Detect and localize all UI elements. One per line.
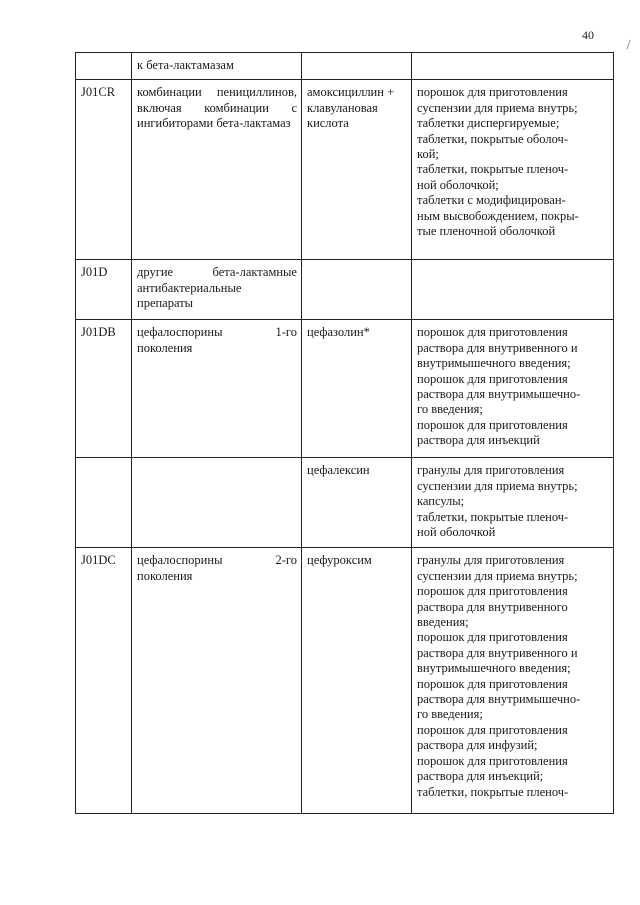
atc-code-cell: J01DB (76, 320, 132, 458)
table-row (76, 458, 614, 548)
dosage-form-line: таблетки с модифицирован- (417, 193, 566, 208)
dosage-form-line: порошок для приготовления (417, 85, 568, 100)
atc-code-cell: J01DC (76, 548, 132, 814)
dosage-form-line: порошок для приготовления (417, 722, 568, 737)
dosage-form-line: раствора для внутривенного и (417, 645, 578, 660)
group-name-cell: другие бета-лактамные антибактериальные препараты (132, 260, 302, 320)
dosage-form-line: го введения; (417, 402, 483, 417)
dosage-forms-cell (412, 80, 614, 260)
dosage-form-line: таблетки, покрытые пленоч- (417, 509, 569, 524)
dosage-form-line: капсулы; (417, 494, 465, 509)
group-name-cell: цефалоспорины 2-го поколения (132, 548, 302, 814)
medication-table (75, 52, 614, 814)
dosage-form-line: раствора для инъекций (417, 433, 540, 448)
atc-code-cell (76, 458, 132, 548)
group-name-cell: комбинации пенициллинов, включая комбинации с ингибиторами бета-лактамаз (132, 80, 302, 260)
dosage-form-line: гранулы для приготовления (417, 553, 565, 568)
drug-name-cell (302, 53, 412, 80)
dosage-form-line: раствора для внутримышечно- (417, 692, 581, 707)
drug-name-cell: цефалексин (302, 458, 412, 548)
dosage-form-line: порошок для приготовления (417, 417, 568, 432)
dosage-form-line: раствора для внутривенного (417, 599, 568, 614)
atc-code-cell (76, 53, 132, 80)
dosage-forms-cell (412, 320, 614, 458)
table-row (76, 548, 614, 814)
dosage-form-line: раствора для внутривенного и (417, 340, 578, 355)
drug-name-cell: цефуроксим (302, 548, 412, 814)
dosage-form-line: суспензии для приема внутрь; (417, 478, 578, 493)
dosage-form-line: порошок для приготовления (417, 371, 568, 386)
table-row (76, 320, 614, 458)
atc-code-cell: J01D (76, 260, 132, 320)
dosage-form-line: тые пленочной оболочкой (417, 224, 556, 239)
scan-mark (626, 40, 633, 51)
dosage-form-line: суспензии для приема внутрь; (417, 568, 578, 583)
dosage-form-line: кой; (417, 147, 439, 162)
dosage-forms-cell (412, 53, 614, 80)
dosage-form-line: таблетки, покрытые оболоч- (417, 131, 568, 146)
dosage-form-line: таблетки диспергируемые; (417, 116, 560, 131)
dosage-form-line: внутримышечного введения; (417, 356, 571, 371)
dosage-forms-cell (412, 458, 614, 548)
dosage-form-line: порошок для приготовления (417, 753, 568, 768)
table-row (76, 53, 614, 80)
dosage-form-line: порошок для приготовления (417, 325, 568, 340)
dosage-forms-cell (412, 548, 614, 814)
dosage-form-line: раствора для внутримышечно- (417, 387, 581, 402)
dosage-form-line: внутримышечного введения; (417, 661, 571, 676)
dosage-form-line: ной оболочкой (417, 525, 496, 540)
dosage-form-line: суспензии для приема внутрь; (417, 100, 578, 115)
dosage-form-line: ным высвобождением, покры- (417, 208, 579, 223)
group-name-cell (132, 458, 302, 548)
dosage-form-line: таблетки, покрытые пленоч- (417, 784, 569, 799)
drug-name-cell (302, 260, 412, 320)
dosage-form-line: го введения; (417, 707, 483, 722)
page-number: 40 (582, 28, 594, 42)
group-name-cell: цефалоспорины 1-го поколения (132, 320, 302, 458)
dosage-form-line: раствора для инфузий; (417, 738, 538, 753)
dosage-form-line: порошок для приготовления (417, 676, 568, 691)
dosage-form-line: ной оболочкой; (417, 177, 499, 192)
table-row (76, 80, 614, 260)
dosage-form-line: гранулы для приготовления (417, 463, 565, 478)
dosage-form-line: порошок для приготовления (417, 630, 568, 645)
drug-name-cell: амоксициллин + клавулановая кислота (302, 80, 412, 260)
dosage-form-line: порошок для приготовления (417, 584, 568, 599)
drug-name-cell: цефазолин* (302, 320, 412, 458)
dosage-form-line: раствора для инъекций; (417, 769, 544, 784)
dosage-forms-cell (412, 260, 614, 320)
atc-code-cell: J01CR (76, 80, 132, 260)
dosage-form-line: введения; (417, 615, 469, 630)
dosage-form-line: таблетки, покрытые пленоч- (417, 162, 569, 177)
group-name-cell: к бета-лактамазам (132, 53, 302, 80)
table-row (76, 260, 614, 320)
